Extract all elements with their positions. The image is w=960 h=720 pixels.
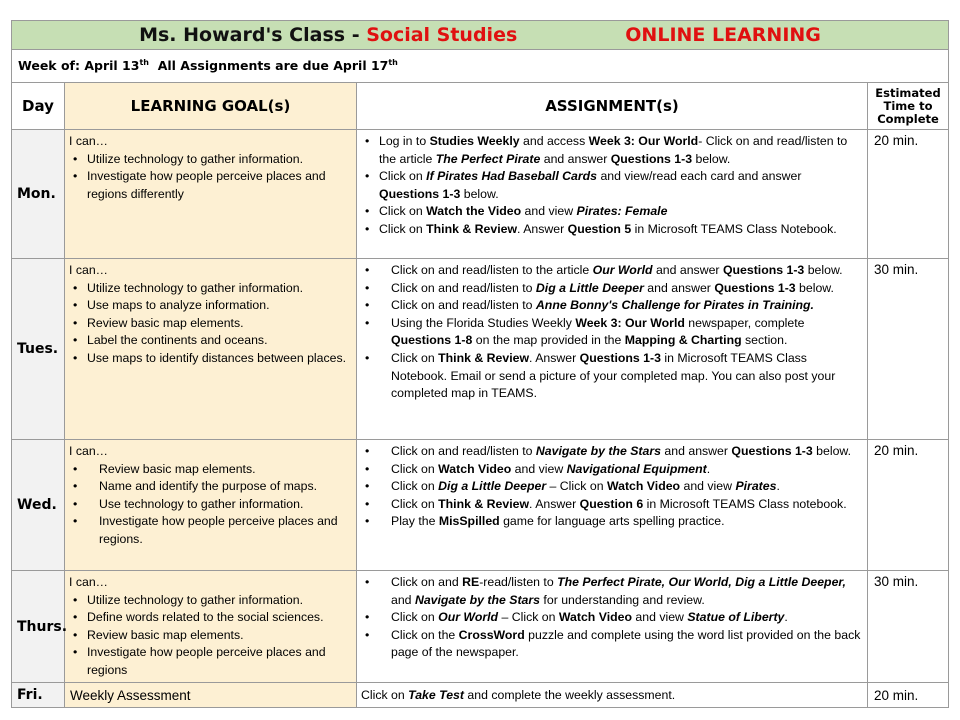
header-learning-goals: LEARNING GOAL(s) [65, 83, 357, 130]
assignment-item: • Click on Think & Review. Answer Question 6 in Microsoft TEAMS Class notebook. [361, 496, 863, 514]
assignment-item: • Click on and read/listen to Dig a Little Deeper and answer Questions 1-3 below. [361, 280, 863, 298]
estimated-time: 30 min. [868, 571, 949, 683]
assignment-item: • Click on the CrossWord puzzle and complete using the word list provided on the back page of the newspaper. [361, 627, 863, 662]
assignments [357, 571, 868, 683]
header-day: Day [12, 83, 65, 130]
goal-item: • Utilize technology to gather information. [69, 280, 352, 298]
day-row [12, 259, 949, 440]
goal-item: • Review basic map elements. [69, 627, 352, 645]
subject-name: Social Studies [366, 24, 518, 46]
goal-item: • Utilize technology to gather information. [69, 592, 352, 610]
day-rows [12, 130, 949, 683]
goal-lead: I can… [69, 263, 108, 277]
assignment-item: • Click on Watch the Video and view Pirates: Female [361, 203, 863, 221]
assignment-item: • Click on Our World – Click on Watch Video and view Statue of Liberty. [361, 609, 863, 627]
learning-mode: ONLINE LEARNING [625, 24, 821, 46]
day-row [12, 130, 949, 259]
learning-goals [65, 259, 357, 440]
assignment-item: • Using the Florida Studies Weekly Week 3: Our World newspaper, complete Questions 1-8 on the map provided in the Mapping & Charting section. [361, 315, 863, 350]
assignment-item: • Click on Watch Video and view Navigational Equipment. [361, 461, 863, 479]
estimated-time: 30 min. [868, 259, 949, 440]
day-row [12, 571, 949, 683]
estimated-time: 20 min. [868, 130, 949, 259]
header-estimated-time: Estimated Time to Complete [868, 83, 949, 130]
assignment-item: • Click on If Pirates Had Baseball Cards and view/read each card and answer Questions 1-3 below. [361, 168, 863, 203]
lesson-plan-table [11, 20, 949, 708]
assignment-item: • Play the MisSpilled game for language arts spelling practice. [361, 513, 863, 531]
assignment-item: • Click on and read/listen to Navigate by the Stars and answer Questions 1-3 below. [361, 443, 863, 461]
goal-item: • Label the continents and oceans. [69, 332, 352, 350]
day-label: Thurs. [12, 571, 65, 683]
assignment-item: • Click on and read/listen to the article Our World and answer Questions 1-3 below. [361, 262, 863, 280]
goal-lead: I can… [69, 575, 108, 589]
assignment-item: • Click on Think & Review. Answer Question 5 in Microsoft TEAMS Class Notebook. [361, 221, 863, 239]
goal-item: • Investigate how people perceive places and regions [69, 644, 352, 679]
goal-item: • Utilize technology to gather information. [69, 151, 352, 169]
goal-lead: I can… [69, 444, 108, 458]
day-label: Tues. [12, 259, 65, 440]
assignments [357, 130, 868, 259]
assignment-item: • Click on and read/listen to Anne Bonny's Challenge for Pirates in Training. [361, 297, 863, 315]
goal-item: • Name and identify the purpose of maps. [69, 478, 352, 496]
assignments [357, 259, 868, 440]
day-label: Mon. [12, 130, 65, 259]
assignment-item: • Log in to Studies Weekly and access Week 3: Our World- Click on and read/listen to the article The Perfect Pirate and answer Questions 1-3 below. [361, 133, 863, 168]
goal-item: • Use maps to analyze information. [69, 297, 352, 315]
week-start: Week of: April 13 [18, 58, 140, 74]
goal-item: • Use technology to gather information. [69, 496, 352, 514]
learning-goals [65, 440, 357, 571]
goal-item: • Investigate how people perceive places and regions differently [69, 168, 352, 203]
assignment-item: • Click on Think & Review. Answer Questions 1-3 in Microsoft TEAMS Class Notebook. Email or send a picture of your completed map. You can also post your completed map in TEAMS. [361, 350, 863, 403]
goal-item: • Define words related to the social sciences. [69, 609, 352, 627]
estimated-time: 20 min. [868, 440, 949, 571]
friday-goal: Weekly Assessment [65, 683, 357, 708]
assignment-item: • Click on and RE-read/listen to The Perfect Pirate, Our World, Dig a Little Deeper, and Navigate by the Stars for understanding and review. [361, 574, 863, 609]
goal-item: • Review basic map elements. [69, 461, 352, 479]
due-date: All Assignments are due April 17 [148, 58, 389, 74]
assignments [357, 440, 868, 571]
due-date-suffix: th [388, 58, 398, 68]
page-title [12, 21, 949, 50]
goal-item: • Use maps to identify distances between places. [69, 350, 352, 368]
learning-goals [65, 130, 357, 259]
header-assignments: ASSIGNMENT(s) [357, 83, 868, 130]
day-label: Wed. [12, 440, 65, 571]
goal-item: • Investigate how people perceive places and regions. [69, 513, 352, 548]
week-start-suffix: th [139, 58, 149, 68]
learning-goals [65, 571, 357, 683]
friday-assignment: Click on Take Test and complete the weekly assessment. [357, 683, 868, 708]
day-label-fri: Fri. [12, 683, 65, 708]
goal-item: • Review basic map elements. [69, 315, 352, 333]
class-name: Ms. Howard's Class - [139, 24, 367, 46]
week-banner [12, 50, 949, 83]
goal-lead: I can… [69, 134, 108, 148]
friday-time: 20 min. [868, 683, 949, 708]
assignment-item: • Click on Dig a Little Deeper – Click on Watch Video and view Pirates. [361, 478, 863, 496]
day-row [12, 440, 949, 571]
